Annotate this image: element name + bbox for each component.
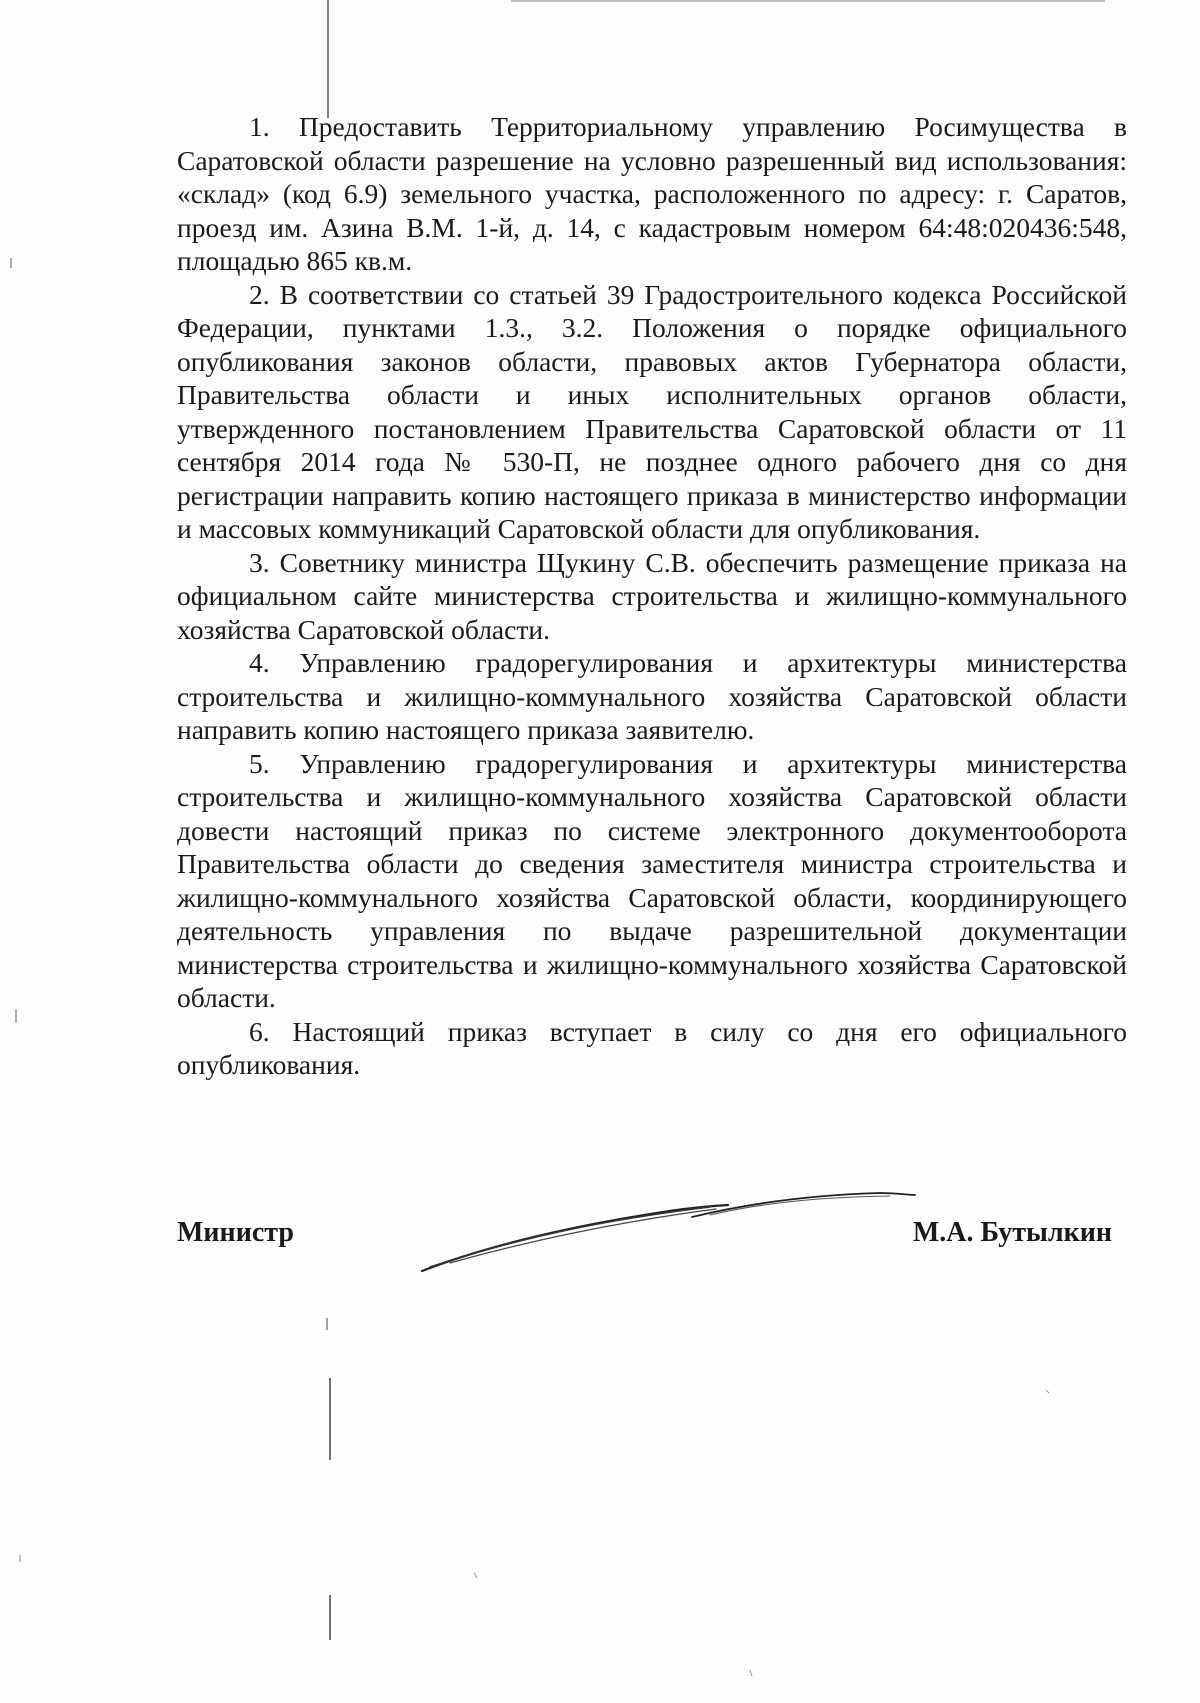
paragraph-1: 1. Предоставить Территориальному управлению Росимущества в Саратовской области разрешение на условно разрешенный вид использования: «склад» (код 6.9) земельного участка, расположенного по адресу: г. Саратов, проезд им. Азина В.М. 1-й, д. 14, с кадастровым номером 64:48:020436:548, площадью 865 кв.м. [177, 111, 1127, 276]
paragraph-4: 4. Управлению градорегулирования и архитектуры министерства строительства и жилищно-коммунального хозяйства Саратовской области направить копию настоящего приказа заявителю. [177, 647, 1127, 745]
document-body [177, 110, 1127, 1082]
handwritten-signature [410, 1185, 930, 1285]
paragraph-6: 6. Настоящий приказ вступает в силу со дня его официального опубликования. [177, 1015, 1127, 1080]
paragraph-3: 3. Советнику министра Щукину С.В. обеспечить размещение приказа на официальном сайте министерства строительства и жилищно-коммунального хозяйства Саратовской области. [177, 546, 1127, 645]
paragraph-2: 2. В соответствии со статьей 39 Градостроительного кодекса Российской Федерации, пунктами 1.3., 3.2. Положения о порядке официального опубликования законов области, правовых актов Губернатора области, Правительства области и иных исполнительных органов области, утвержденного постановлением Правительства Саратовской области от 11 сентября 2014 года № 530-П, не позднее одного рабочего дня со дня регистрации направить копию настоящего приказа в министерство информации и массовых коммуникаций Саратовской области для опубликования. [177, 278, 1127, 544]
paragraph-5: 5. Управлению градорегулирования и архитектуры министерства строительства и жилищно-коммунального хозяйства Саратовской области довести настоящий приказ по системе электронного документооборота Правительства области до сведения заместителя министра строительства и жилищно-коммунального хозяйства Саратовской области, координирующего деятельность управления по выдаче разрешительной документации министерства строительства и жилищно-коммунального хозяйства Саратовской области. [177, 747, 1127, 1013]
signatory-title: Министр [177, 1217, 294, 1248]
signatory-name: М.А. Бутылкин [912, 1217, 1112, 1248]
